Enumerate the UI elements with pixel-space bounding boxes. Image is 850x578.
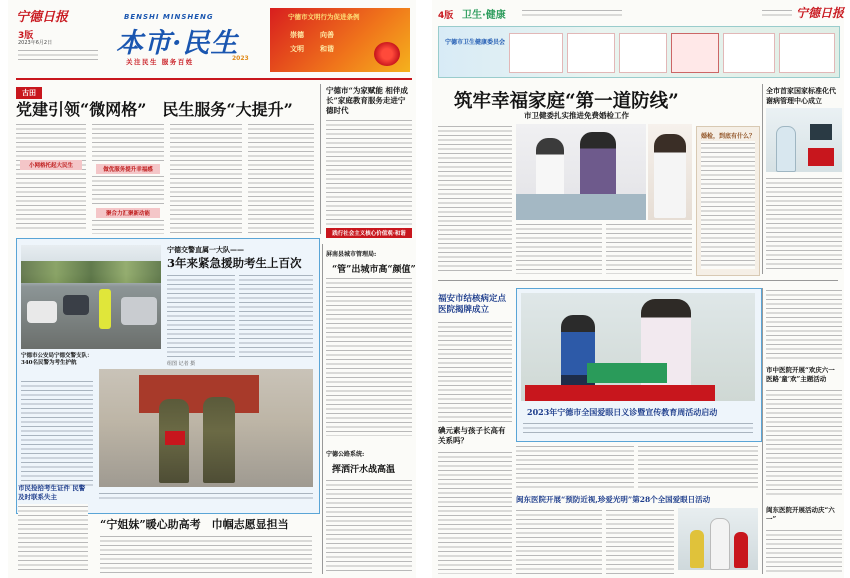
event-child-2	[734, 532, 748, 568]
clinic-photo	[766, 108, 842, 172]
right-column-rule	[320, 84, 321, 234]
lead-subhead-2: 做优服务提升幸福感	[96, 164, 160, 174]
lead-col-1	[16, 122, 86, 232]
soldier-photo	[99, 369, 313, 487]
bottom-body	[100, 534, 312, 574]
right-column-footer: 践行社会主义核心价值观·和谐	[326, 228, 412, 238]
left-masthead-name: 宁德日报	[16, 10, 69, 25]
photo-headline: 2023年宁德市全国爱眼日义诊暨宣传教育周活动启动	[527, 407, 718, 417]
bottom-right-headline: 闽东医院开展“预防近视,珍爱光明”第28个全国爱眼日活动	[516, 495, 711, 504]
main-headline: 筑牢幸福家庭“第一道防线”	[454, 91, 679, 112]
right-page-number: 4版	[438, 11, 454, 21]
lead-col-2c	[92, 218, 164, 234]
question-body	[438, 450, 512, 574]
feature-headline-kicker: 宁德交警直属一大队——	[167, 245, 244, 254]
mid-body	[438, 320, 512, 422]
side-body-2	[326, 478, 412, 574]
traffic-photo-caption: 组图 记者 摄	[167, 361, 196, 367]
side-body-1	[326, 276, 412, 436]
health-banner	[438, 26, 840, 78]
doctor-figure	[654, 134, 686, 218]
traffic-photo-trees	[21, 261, 161, 283]
left-date: 2023年6月2日	[18, 40, 53, 46]
car-3	[121, 297, 157, 325]
right-mid-headline: 市中医院开展“欢庆六一 医路‘童’欢”主题活动	[766, 366, 835, 383]
masthead-rule	[16, 78, 412, 80]
right-bottom-headline: 闽东医院开展活动庆“六一”	[766, 506, 835, 523]
health-banner-title: 宁德市卫生健康委员会	[445, 39, 506, 46]
right-masthead-info	[522, 8, 622, 18]
bottom-right-body-2	[606, 508, 674, 574]
right-top-headline: 全市首家国家标准化代谢病管理中心成立	[766, 86, 836, 105]
lead-tag: 古田	[16, 87, 42, 99]
top-ad-flower	[374, 42, 400, 66]
doctor-photo	[648, 124, 692, 220]
right-mid-rule	[762, 288, 763, 574]
lead-col-2b	[92, 174, 164, 206]
lead-subhead-1: 小网格托起大民生	[20, 160, 82, 170]
eye-day-body-2	[638, 444, 758, 490]
car-2	[63, 295, 89, 315]
lead-col-3	[170, 122, 242, 234]
top-ad	[270, 8, 410, 72]
eye-event-photo	[678, 508, 758, 570]
mid-column-rule	[322, 244, 323, 574]
right-column-body	[326, 118, 412, 226]
car-1	[27, 301, 57, 323]
banner-card-4	[671, 33, 719, 73]
left-masthead-info	[18, 48, 98, 62]
right-column-headline: 宁德市“为家赋能 相伴成长”家庭教育服务走进宁德时代	[326, 86, 408, 115]
section-banner-slogan: 关注民生 服务百姓	[126, 58, 194, 66]
main-body-2	[606, 222, 692, 274]
side-headline-1: “管”出城市高“颜值”	[332, 265, 416, 275]
side-headline-2-kicker: 宁德公路系统:	[326, 451, 365, 458]
right-top-rule	[762, 84, 763, 274]
photo-caption-body	[523, 421, 753, 435]
section-banner	[106, 13, 266, 71]
banner-card-6	[779, 33, 835, 73]
main-subhead: 市卫健委扎实推进免费婚检工作	[524, 111, 629, 120]
section-banner-pinyin: BENSHI MINSHENG	[124, 13, 214, 21]
left-page	[8, 0, 416, 578]
top-ad-line-1: 崇德	[290, 31, 304, 39]
traffic-photo	[21, 245, 161, 349]
inset-box	[696, 126, 760, 276]
marriage-check-photo	[516, 124, 646, 220]
red-tablecloth	[525, 385, 715, 401]
right-bottom-body	[766, 528, 842, 574]
year-badge: 2023	[232, 55, 249, 62]
event-adult	[710, 518, 730, 570]
right-page	[432, 0, 844, 578]
right-masthead-name: 宁德日报	[796, 6, 845, 20]
banner-card-2	[567, 33, 615, 73]
top-ad-line-2: 向善	[320, 31, 334, 39]
top-ad-title: 宁德市文明行为促进条例	[288, 13, 360, 21]
feature-side-caption: 宁德市公安局宁德交警支队：340名民警为考生护航	[21, 353, 93, 366]
feature-block	[16, 238, 320, 514]
top-ad-line-3: 文明	[290, 45, 304, 53]
right-masthead-info-2	[762, 8, 792, 18]
bottom-headline: “宁姐妹”暖心助高考 巾帼志愿显担当	[100, 518, 289, 531]
left-page-number: 3版	[18, 31, 34, 41]
feature-side-body	[21, 379, 93, 487]
inset-body	[701, 141, 755, 269]
exam-table	[587, 363, 667, 383]
side-headline-1-kicker: 屏南县城市管理局:	[326, 251, 377, 258]
eye-day-block	[516, 288, 762, 442]
soldier-2	[203, 397, 235, 483]
banner-card-1	[509, 33, 563, 73]
event-child-1	[690, 530, 704, 568]
mid-headline: 福安市结核病定点医院揭牌成立	[438, 294, 507, 315]
lead-subhead-3: 聚合力汇聚新动能	[96, 208, 160, 218]
lead-headline: 党建引领“微网格” 民生服务“大提升”	[16, 100, 293, 119]
clinic-monitor	[810, 124, 832, 140]
inset-question: 婚检，到底有什么？	[701, 133, 756, 140]
clinic-staff	[776, 126, 796, 172]
feature-body-2	[239, 273, 313, 359]
lead-col-2	[92, 122, 164, 162]
eye-day-body-1	[516, 444, 634, 490]
main-body-1	[516, 222, 602, 274]
bottom-left-headline: 市民捡拾考生证件 民警及时联系失主	[18, 484, 86, 501]
side-headline-2: 挥洒汗水战高温	[332, 465, 396, 475]
right-mid-body	[766, 388, 842, 498]
question-headline: 碘元素与孩子长高有关系吗？	[438, 426, 506, 445]
top-ad-line-4: 和谐	[320, 45, 334, 53]
left-col-body-top	[438, 124, 512, 274]
red-card	[165, 431, 185, 445]
officer-figure	[99, 289, 111, 329]
eye-exam-photo	[521, 293, 755, 401]
right-top-body	[766, 176, 842, 272]
feature-body-1	[167, 273, 235, 359]
desk	[516, 194, 646, 220]
soldier-photo-caption	[99, 491, 313, 499]
feature-headline: 3年来紧急援助考生上百次	[167, 256, 302, 270]
right-mid-body-top	[766, 288, 842, 362]
lead-col-4	[248, 122, 314, 234]
page-divider	[438, 280, 838, 281]
soldier-photo-building	[139, 375, 259, 413]
banner-card-5	[723, 33, 775, 73]
section-banner-title: 本市·民生	[116, 28, 239, 59]
banner-card-3	[619, 33, 667, 73]
bottom-left-body	[18, 504, 88, 572]
bottom-right-body-1	[516, 508, 602, 574]
right-section-label: 卫生·健康	[462, 10, 506, 21]
clinic-red-chair	[808, 148, 834, 166]
